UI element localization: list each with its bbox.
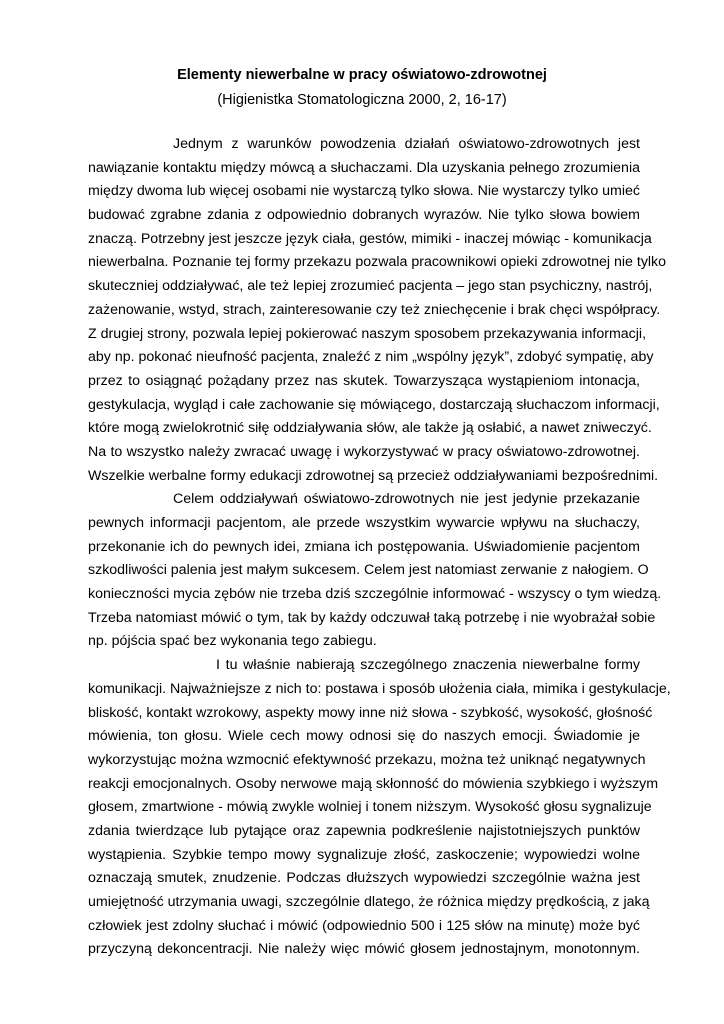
paragraph [88,133,667,488]
text-line: niewerbalna. Poznanie tej formy przekazu pozwala pracownikowi opieki zdrowotnej nie tylko [88,254,667,271]
text-line: nawiązanie kontaktu między mówcą a słuchaczami. Dla uzyskania pełnego zrozumienia [88,159,640,176]
text-line: wystąpienia. Szybkie tempo mowy sygnalizuje złość, zaskoczenie; wypowiedzi wolne [88,846,640,863]
text-line: bliskość, kontakt wzrokowy, aspekty mowy inne niż słowa - szybkość, wysokość, głośność [88,704,653,721]
text-line: Jednym z warunków powodzenia działań oświatowo-zdrowotnych jest [173,136,640,152]
text-line: zażenowanie, wstyd, strach, zainteresowanie czy też zniechęcenie i brak chęci współpracy. [88,301,661,318]
text-line: głosem, zmartwione - mówią zwykle wolniej i tonem niższym. Wysokość głosu sygnalizuje [88,799,652,816]
text-line: I tu właśnie nabierają szczególnego znaczenia niewerbalne formy [216,657,640,674]
text-line: mówienia, ton głosu. Wiele cech mowy odnosi się do naszych emocji. Świadomie je [88,728,640,745]
text-line: pewnych informacji pacjentom, ale przede wszystkim wywarcie wpływu na słuchaczy, [88,515,640,531]
document-source: (Higienistka Stomatologiczna 2000, 2, 16-17) [217,92,507,108]
text-line: przez to osiągnąć pożądany przez nas skutek. Towarzysząca wystąpieniom intonacja, [88,372,640,389]
text-line: konieczności mycia zębów nie trzeba dziś szczególnie informować - wszyscy o tym wiedzą. [88,586,662,603]
text-line: przekonanie ich do pewnych idei, zmiana ich postępowania. Uświadomienie pacjentom [88,538,640,555]
text-line: Wszelkie werbalne formy edukacji zdrowotnej są przecież oddziaływaniami bezpośrednimi. [88,467,659,484]
text-line: Trzeba natomiast mówić o tym, tak by każdy odczuwał taką potrzebę i nie wyobrażał sobie [88,609,656,626]
document-title: Elementy niewerbalne w pracy oświatowo-zdrowotnej [177,67,547,83]
text-line: umiejętność utrzymania uwagi, szczególnie dlatego, że różnica między prędkością, z jaką [88,894,650,910]
text-line: np. pójścia spać bez wykonania tego zabiegu. [88,633,377,650]
text-line: człowiek jest zdolny słuchać i mówić (odpowiednio 500 i 125 słów na minutę) może być [88,917,640,934]
text-line: skuteczniej oddziaływać, ale też lepiej zrozumieć pacjenta – jego stan psychiczny, nastrój, [88,278,653,295]
text-line: Na to wszystko należy zwracać uwagę i wykorzystywać w pracy oświatowo-zdrowotnej. [88,443,640,460]
text-line: budować zgrabne zdania z odpowiednio dobranych wyrazów. Nie tylko słowa bowiem [88,207,640,224]
text-line: Celem oddziaływań oświatowo-zdrowotnych nie jest jedynie przekazanie [173,491,640,508]
paragraph [88,488,662,654]
text-line: reakcji emocjonalnych. Osoby nerwowe mają skłonność do mówienia szybkiego i wyższym [88,775,659,792]
text-line: przyczyną dekoncentracji. Nie należy więc mówić głosem jednostajnym, monotonnym. [88,941,640,958]
text-line: między dwoma lub więcej osobami nie wystarczą tylko słowa. Nie wystarczy tylko umieć [88,183,640,200]
text-line: wykorzystując można wzmocnić efektywność przekazu, można też uniknąć negatywnych [88,751,646,768]
text-line: które mogą zwielokrotnić siłę oddziaływania słów, ale także ją osłabić, a nawet zniweczyć. [88,420,652,437]
paragraph [88,654,671,962]
text-line: aby np. pokonać nieufność pacjenta, znaleźć z nim „wspólny język”, zdobyć sympatię, aby [88,349,654,366]
text-line: oznaczają smutek, znudzenie. Podczas dłuższych wypowiedzi szczególnie ważna jest [88,870,640,887]
text-line: zdania twierdzące lub pytające oraz zapewnia podkreślenie najistotniejszych punktów [88,822,640,839]
document-body [88,133,671,962]
text-line: gestykulacja, wygląd i całe zachowanie się mówiącego, dostarczają słuchaczom informacji, [88,396,660,413]
text-line: znaczą. Potrzebny jest jeszcze język ciała, gestów, mimiki - inaczej mówiąc - komunikacja [88,230,652,247]
text-line: szkodliwości palenia jest małym sukcesem. Celem jest natomiast zerwanie z nałogiem. O [88,562,649,579]
text-line: komunikacji. Najważniejsze z nich to: postawa i sposób ułożenia ciała, mimika i gestykulacje, [88,680,671,697]
text-line: Z drugiej strony, pozwala lepiej pokierować naszym sposobem przekazywania informacji, [88,325,647,342]
